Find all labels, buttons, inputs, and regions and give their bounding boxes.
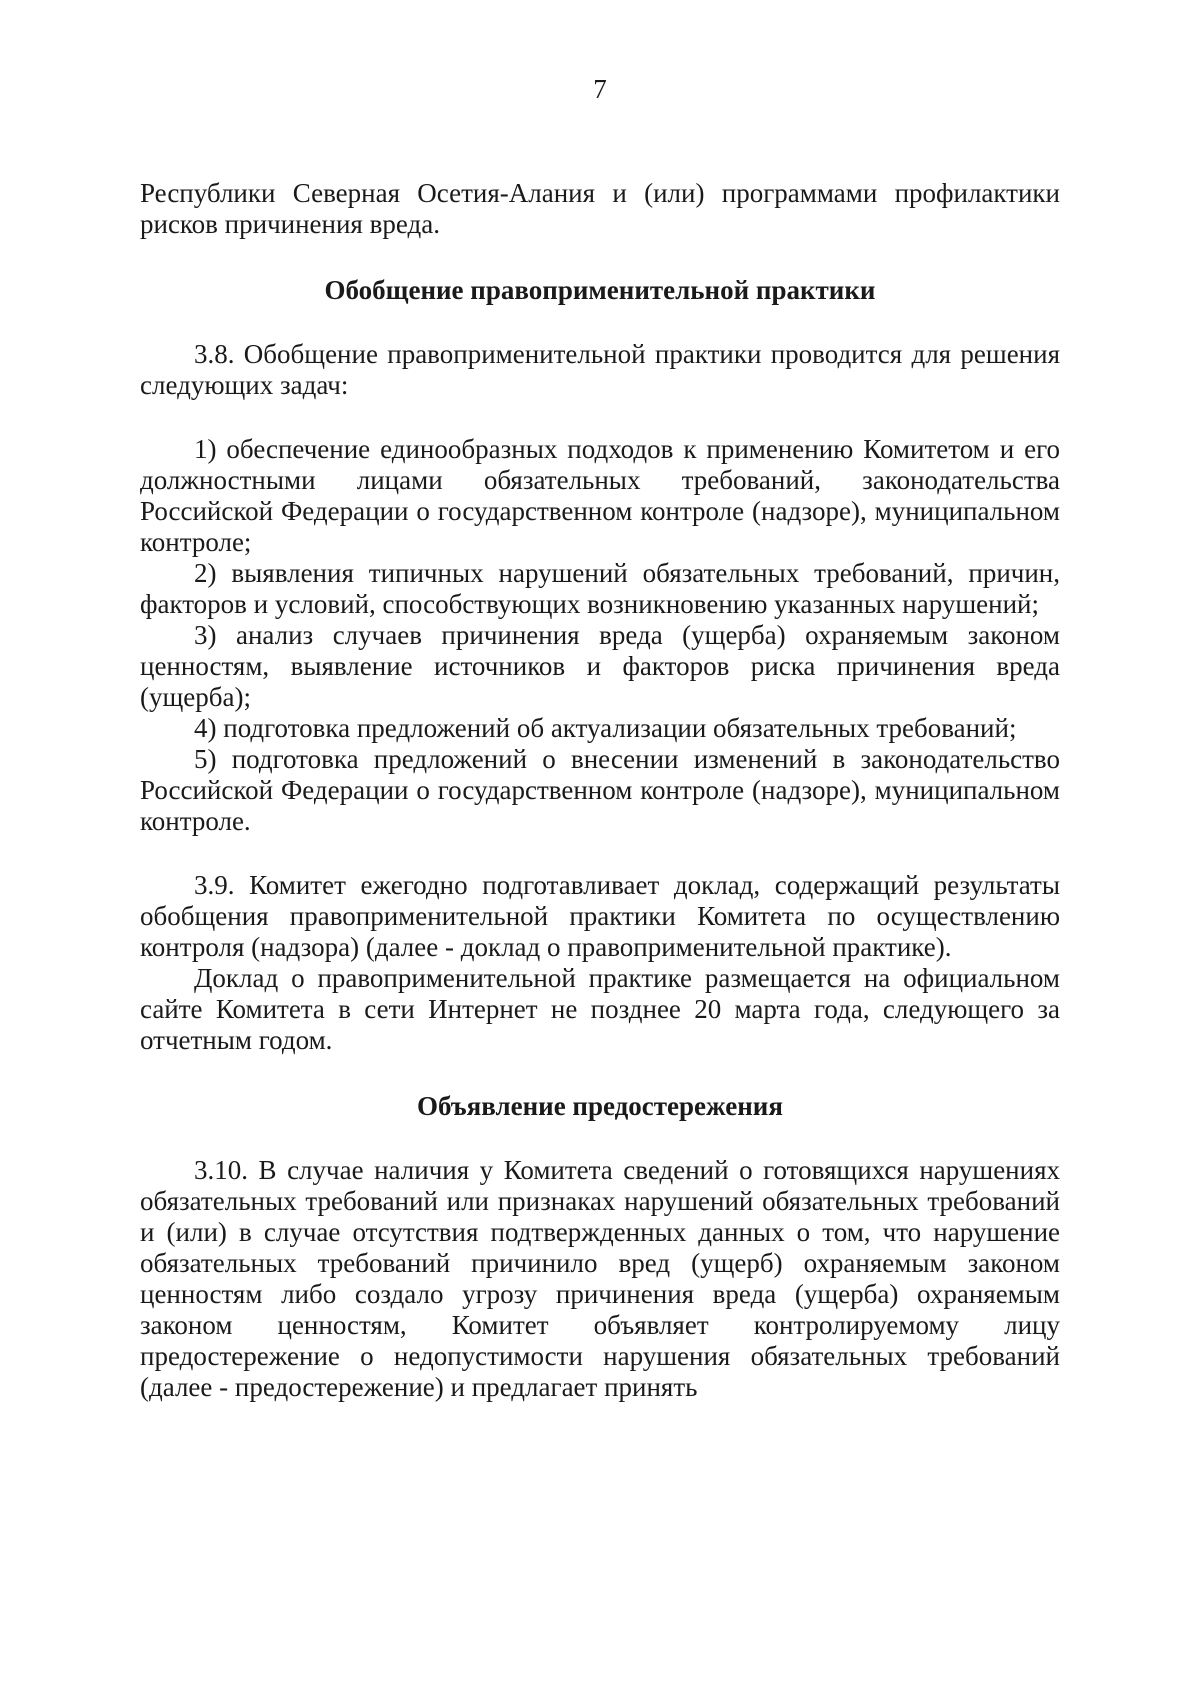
document-body <box>140 178 1060 1403</box>
list-item-3: 3) анализ случаев причинения вреда (ущерба) охраняемым законом ценностям, выявление источников и факторов риска причинения вреда (ущерба); <box>140 620 1060 712</box>
continuation-paragraph: Республики Северная Осетия-Алания и (или) программами профилактики рисков причинения вреда. <box>140 178 1060 239</box>
paragraph-3-8: 3.8. Обобщение правоприменительной практики проводится для решения следующих задач: <box>140 339 1060 400</box>
page-number: 7 <box>593 74 607 104</box>
paragraph-3-10: 3.10. В случае наличия у Комитета сведений о готовящихся нарушениях обязательных требований или признаках нарушений обязательных требований и (или) в случае отсутствия подтвержденных данных о том, что нарушение обязательных требований причинило вред (ущерб) охраняемым законом ценностям либо создало угрозу причинения вреда (ущерба) охраняемым законом ценностям, Комитет объявляет контролируемому лицу предостережение о недопустимости нарушения обязательных требований (далее - предостережение) и предлагает принять <box>140 1155 1060 1402</box>
section-heading-practice: Обобщение правоприменительной практики <box>324 275 876 305</box>
section-heading-warning: Объявление предостережения <box>417 1091 783 1121</box>
list-item-4: 4) подготовка предложений об актуализации обязательных требований; <box>194 713 1017 743</box>
paragraph-3-9: 3.9. Комитет ежегодно подготавливает доклад, содержащий результаты обобщения правоприменительной практики Комитета по осуществлению контроля (надзора) (далее - доклад о правоприменительной практике). <box>140 870 1060 962</box>
list-item-5: 5) подготовка предложений о внесении изменений в законодательство Российской Федерации о государственном контроле (надзоре), муниципальном контроле. <box>140 744 1060 836</box>
paragraph-report-publication: Доклад о правоприменительной практике размещается на официальном сайте Комитета в сети Интернет не позднее 20 марта года, следующего за отчетным годом. <box>140 963 1060 1055</box>
list-item-1: 1) обеспечение единообразных подходов к применению Комитетом и его должностными лицами обязательных требований, законодательства Российской Федерации о государственном контроле (надзоре), муниципальном контроле; <box>140 434 1060 557</box>
document-page <box>140 0 1060 1693</box>
list-item-2: 2) выявления типичных нарушений обязательных требований, причин, факторов и условий, способствующих возникновению указанных нарушений; <box>140 558 1060 619</box>
